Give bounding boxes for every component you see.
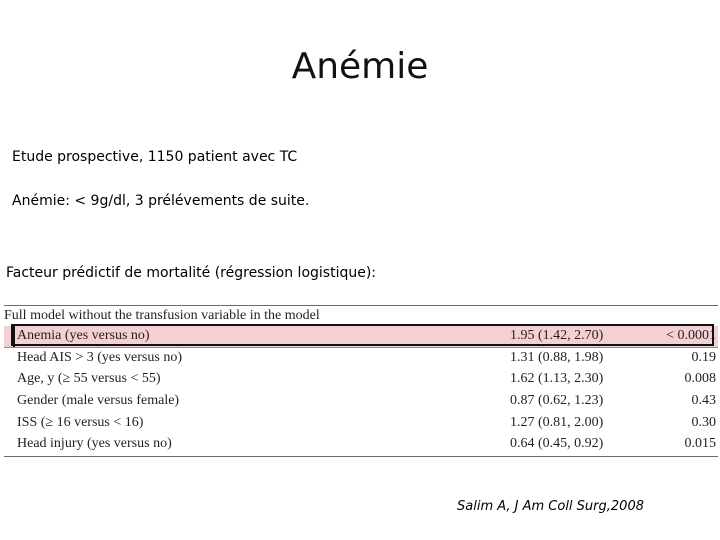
table-row: [4, 391, 718, 412]
odds-ratio-cell: 1.31 (0.88, 1.98): [510, 350, 604, 365]
table-header: Full model without the transfusion variable in the model: [4, 308, 320, 323]
p-value-cell: < 0.0001: [666, 328, 716, 343]
bullet-study-design: Etude prospective, 1150 patient avec TC: [12, 149, 298, 165]
bullet-predictive-factor: Facteur prédictif de mortalité (régression logistique):: [6, 265, 377, 281]
variable-cell: Age, y (≥ 55 versus < 55): [17, 371, 161, 386]
p-value-cell: 0.008: [684, 371, 716, 386]
odds-ratio-cell: 0.64 (0.45, 0.92): [510, 436, 604, 451]
variable-cell: Head AIS > 3 (yes versus no): [17, 350, 182, 365]
table-row: [4, 413, 718, 434]
citation: Salim A, J Am Coll Surg,2008: [457, 499, 644, 514]
slide-title: Anémie: [291, 46, 429, 87]
table-row: [4, 347, 718, 369]
table-row: [4, 434, 718, 455]
odds-ratio-cell: 1.62 (1.13, 2.30): [510, 371, 604, 386]
variable-cell: Head injury (yes versus no): [17, 436, 172, 451]
bullet-anemia-definition: Anémie: < 9g/dl, 3 prélévements de suite.: [12, 193, 310, 209]
p-value-cell: 0.015: [684, 436, 716, 451]
odds-ratio-cell: 1.27 (0.81, 2.00): [510, 415, 604, 430]
odds-ratio-cell: 0.87 (0.62, 1.23): [510, 393, 604, 408]
variable-cell: ISS (≥ 16 versus < 16): [17, 415, 144, 430]
variable-cell: Gender (male versus female): [17, 393, 180, 408]
table-row: [4, 369, 718, 390]
table-row-anemia: [4, 326, 718, 347]
row-marker: [13, 326, 15, 347]
p-value-cell: 0.43: [691, 393, 716, 408]
p-value-cell: 0.19: [691, 350, 716, 365]
table-top-rule: [4, 305, 718, 306]
p-value-cell: 0.30: [691, 415, 716, 430]
variable-cell: Anemia (yes versus no): [17, 328, 150, 343]
regression-table: [4, 304, 718, 460]
odds-ratio-cell: 1.95 (1.42, 2.70): [510, 328, 604, 343]
table-bottom-rule: [4, 456, 718, 457]
